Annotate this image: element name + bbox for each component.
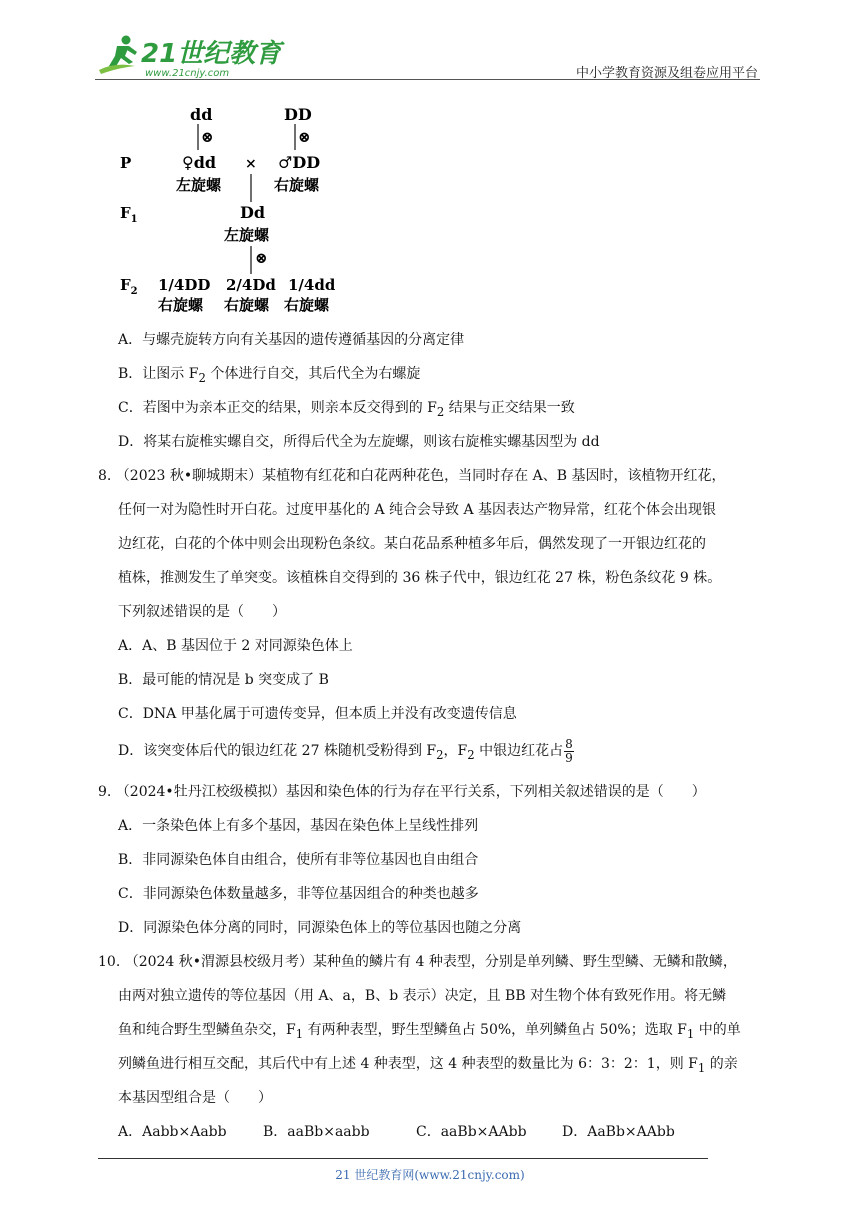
q9-option-c: C．非同源染色体数量越多，非等位基因组合的种类也越多 [118, 886, 479, 902]
q10-option-c: C．aaBb×AAbb [416, 1124, 527, 1140]
site-logo[interactable] [95, 32, 282, 80]
female-parent: ♀dd [182, 153, 217, 172]
q9-option-b: B．非同源染色体自由组合，使所有非等位基因也自由组合 [118, 852, 479, 868]
male-parent: ♂DD [278, 153, 321, 172]
q10-option-b: B．aaBb×aabb [263, 1124, 370, 1140]
male-phenotype: 右旋螺 [274, 176, 320, 194]
f2-generation-label: $F_2$ [120, 276, 138, 297]
q10-stem-line: 本基因型组合是（ ） [118, 1090, 272, 1106]
fraction: $\frac{8}{9}$ [565, 736, 573, 765]
q8-stem-line: 8. （2023 秋•聊城期末）某植物有红花和白花两种花色，当同时存在 A、B 基因时，该植物开红花， [98, 468, 726, 484]
logo-text: 21世纪教育 [141, 39, 282, 69]
q8-option-c: C．DNA 甲基化属于可遗传变异，但本质上并没有改变遗传信息 [118, 706, 517, 722]
snail-cross-diagram [118, 100, 348, 315]
footer-link[interactable]: 21 世纪教育网(www.21cnjy.com) [335, 1168, 525, 1182]
platform-name: 中小学教育资源及组卷应用平台 [575, 66, 758, 81]
footer-divider [98, 1158, 708, 1159]
selfing-icon: ⊗ [298, 128, 311, 146]
q8-stem-line: 任何一对为隐性时开白花。过度甲基化的 A 纯合会导致 A 基因表达产物异常，红花个体会出现银 [118, 502, 717, 518]
q8-stem-line: 边红花，白花的个体中则会出现粉色条纹。某白花品系种植多年后，偶然发现了一开银边红花的 [118, 536, 706, 552]
logo-url: www.21cnjy.com [145, 68, 230, 79]
q8-option-a: A．A、B 基因位于 2 对同源染色体上 [118, 638, 353, 654]
q8-option-b: B．最可能的情况是 b 突变成了 B [118, 672, 329, 688]
f1-phenotype: 左旋螺 [224, 226, 270, 244]
f1-genotype: Dd [240, 203, 266, 222]
p-generation-label: P [120, 154, 132, 172]
selfing-icon: ⊗ [255, 249, 268, 267]
header-divider [95, 79, 760, 80]
q8-stem-line: 下列叙述错误的是（ ） [118, 604, 286, 620]
page-header [95, 32, 760, 82]
runner-icon [99, 36, 137, 75]
q7-option-b: B．让图示 $F_2$ 个体进行自交，其后代全为右螺旋 [118, 366, 421, 385]
top-left-genotype: dd [190, 105, 213, 124]
q8-stem-line: 植株，推测发生了单突变。该植株自交得到的 36 株子代中，银边红花 27 株，粉色条纹花 9 株。 [118, 570, 722, 586]
f2-phenotype: 右旋螺 [224, 296, 270, 314]
q8-option-d: D．该突变体后代的银边红花 27 株随机受粉得到 $F_2$，$F_2$ 中银边红花占 $\frac{8}{9}$ [118, 736, 573, 765]
f2-genotype: 1/4dd [288, 276, 336, 294]
f2-phenotype: 右旋螺 [284, 296, 330, 314]
q9-stem: 9. （2024•牡丹江校级模拟）基因和染色体的行为存在平行关系，下列相关叙述错误的是（ ） [98, 784, 706, 800]
q7-option-d: D．将某右旋椎实螺自交，所得后代全为左旋螺，则该右旋椎实螺基因型为 dd [118, 434, 600, 450]
q10-stem-line: 由两对独立遗传的等位基因（用 A、a，B、b 表示）决定，且 BB 对生物个体有致死作用。将无鳞 [118, 988, 727, 1004]
top-right-genotype: DD [284, 105, 312, 124]
cross-symbol: × [245, 156, 257, 172]
q10-option-a: A．Aabb×Aabb [118, 1124, 227, 1140]
f2-genotype: 2/4Dd [226, 276, 276, 294]
q7-option-c: C．若图中为亲本正交的结果，则亲本反交得到的 $F_2$ 结果与正交结果一致 [118, 400, 575, 419]
female-phenotype: 左旋螺 [176, 176, 222, 194]
f2-phenotype: 右旋螺 [158, 296, 204, 314]
q9-option-d: D．同源染色体分离的同时，同源染色体上的等位基因也随之分离 [118, 920, 522, 936]
q10-stem-line: 鱼和纯合野生型鳞鱼杂交，$F_1$ 有两种表型，野生型鳞鱼占 50%，单列鳞鱼占 50%；选取 $F_1$ 中的单 [118, 1022, 741, 1041]
q9-option-a: A．一条染色体上有多个基因，基因在染色体上呈线性排列 [118, 818, 479, 834]
selfing-icon: ⊗ [201, 128, 214, 146]
f2-genotype: 1/4DD [158, 276, 211, 294]
f1-generation-label: $F_1$ [120, 204, 138, 225]
q7-option-a: A．与螺壳旋转方向有关基因的遗传遵循基因的分离定律 [118, 332, 465, 348]
q10-stem-line: 10. （2024 秋•渭源县校级月考）某种鱼的鳞片有 4 种表型，分别是单列鳞、野生型鳞、无鳞和散鳞， [98, 954, 737, 970]
q10-stem-line: 列鳞鱼进行相互交配，其后代中有上述 4 种表型，这 4 种表型的数量比为 6：3：2：1，则 $F_1$ 的亲 [118, 1056, 738, 1075]
q10-option-d: D．AaBb×AAbb [562, 1124, 675, 1140]
